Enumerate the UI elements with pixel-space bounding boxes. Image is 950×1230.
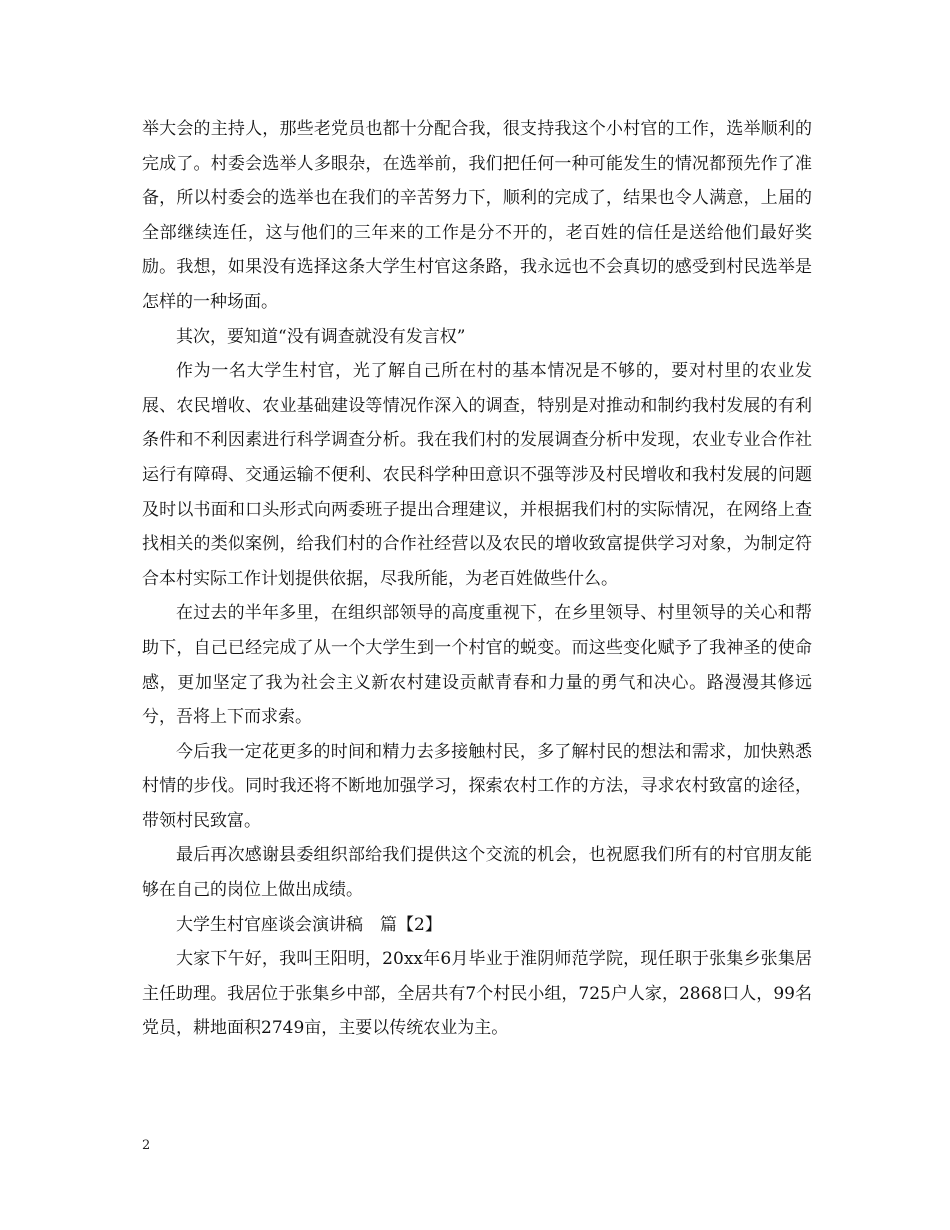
paragraph-investigation: 作为一名大学生村官，光了解自己所在村的基本情况是不够的，要对村里的农业发展、农民增收、农业基础建设等情况作深入的调查，特别是对推动和制约我村发展的有利条件和不利因素进行科学调查分析。我在我们村的发展调查分析中发现，农业专业合作社运行有障碍、交通运输不便利、农民科学种田意识不强等涉及村民增收和我村发展的问题及时以书面和口头形式向两委班子提出合理建议，并根据我们村的实际情况，在网络上查找相关的类似案例，给我们村的合作社经营以及农民的增收致富提供学习对象，为制定符合本村实际工作计划提供依据，尽我所能，为老百姓做些什么。: [142, 361, 812, 589]
paragraph-introduction: 大家下午好，我叫王阳明，20xx年6月毕业于淮阴师范学院，现任职于张集乡张集居主任助理。我居位于张集乡中部，全居共有7个村民小组，725户人家，2868口人，99名党员，耕地面积2749亩，主要以传统农业为主。: [142, 949, 812, 1039]
paragraph-continuation: 举大会的主持人，那些老党员也都十分配合我，很支持我这个小村官的工作，选举顺利的完成了。村委会选举人多眼杂，在选举前，我们把任何一种可能发生的情况都预先作了准备，所以村委会的选举也在我们的辛苦努力下，顺利的完成了，结果也令人满意，上届的全部继续连任，这与他们的三年来的工作是分不开的，老百姓的信任是送给他们最好奖励。我想，如果没有选择这条大学生村官这条路，我永远也不会真切的感受到村民选举是怎样的一种场面。: [142, 119, 812, 312]
paragraph-thanks: 最后再次感谢县委组织部给我们提供这个交流的机会，也祝愿我们所有的村官朋友能够在自己的岗位上做出成绩。: [142, 845, 812, 901]
section-heading-investigation: 其次，要知道“没有调查就没有发言权”: [176, 326, 466, 347]
page-number: 2: [142, 1138, 151, 1153]
section-heading-speech-2: 大学生村官座谈会演讲稿 篇【2】: [176, 914, 442, 935]
paragraph-transformation: 在过去的半年多里，在组织部领导的高度重视下，在乡里领导、村里领导的关心和帮助下，自己已经完成了从一个大学生到一个村官的蜕变。而这些变化赋予了我神圣的使命感，更加坚定了我为社会主义新农村建设贡献青春和力量的勇气和决心。路漫漫其修远兮，吾将上下而求索。: [142, 603, 812, 728]
document-body: [142, 112, 812, 1046]
paragraph-future-plans: 今后我一定花更多的时间和精力去多接触村民，多了解村民的想法和需求，加快熟悉村情的步伐。同时我还将不断地加强学习，探索农村工作的方法，寻求农村致富的途径，带领村民致富。: [142, 741, 812, 831]
